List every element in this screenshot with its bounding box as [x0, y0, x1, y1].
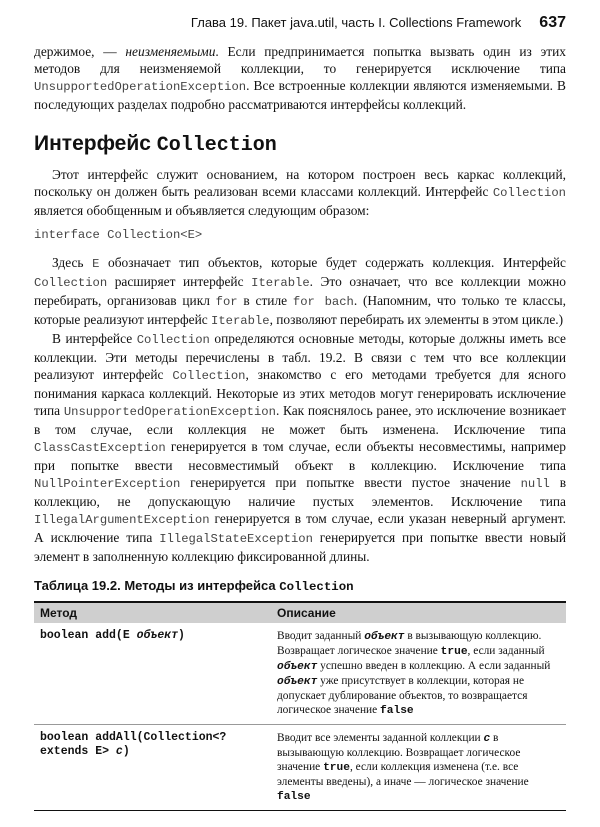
method-cell: boolean add(E объект): [40, 629, 185, 642]
table-row: [34, 725, 566, 811]
paragraph-3: В интерфейсе Collection определяются основные методы, которые должны иметь все коллекции. Эти методы перечислены в табл. 19.2. В связи с тем что все коллекции реализуют интерфейс Collection, знакомство с его методами требуется для ясного понимания каркаса коллекций. Некоторые из этих методов могут генерировать исключение типа UnsupportedOperationException. Как пояснялось ранее, это исключение возникает в том случае, если коллекция не может быть изменена. Исключение типа ClassCastException генерируется в том случае, если объекты несовместимы, например при попытке ввести несовместимый объект в коллекцию. Исключение типа NullPointerException генерируется при попытке ввести пустое значение null в коллекцию, не допускающую наличие пустых элементов. Исключение типа IllegalArgumentException генерируется в том случае, если указан неверный аргумент. А исключение типа IllegalStateException генерируется при попытке ввести новый элемент в заполненную коллекцию фиксированной длины.: [34, 331, 567, 564]
description-cell: Вводит все элементы заданной коллекции c в вызывающую коллекцию. Возвращает логическое значение true, если коллекция изменена (т.е. все элементы введены), а иначе — логическое значение false: [271, 725, 566, 811]
book-page: [34, 14, 566, 811]
column-header-description: Описание: [271, 602, 566, 623]
section-title: Интерфейс Collection: [34, 132, 277, 157]
paragraph-1: Этот интерфейс служит основанием, на котором построен весь каркас коллекций, поскольку он должен быть реализован всеми классами коллекций. Интерфейс Collection является обобщенным и объявляется следующим образом:: [34, 167, 566, 218]
running-header: [34, 14, 566, 31]
column-header-method: Метод: [34, 602, 271, 623]
intro-paragraph: держимое, — неизменяемыми. Если предпринимается попытка вызвать один из этих методов для неизменяемой коллекции, то генерируется исключение типа UnsupportedOperationException. Все встроенные коллекции являются изменяемыми. В последующих разделах подробно рассматриваются интерфейсы коллекций.: [34, 44, 566, 112]
table-row: [34, 623, 566, 725]
description-cell: Вводит заданный объект в вызывающую коллекцию. Возвращает логическое значение true, если заданный объект успешно введен в коллекцию. А если заданный объект уже присутствует в коллекции, которая не допускает дублирование объектов, то возвращается логическое значение false: [277, 630, 551, 717]
table-header-row: [34, 602, 566, 623]
paragraph-2: Здесь E обозначает тип объектов, которые будет содержать коллекция. Интерфейс Collection расширяет интерфейс Iterable. Это означает, что все коллекции можно перебирать, организовав цикл for в стиле for bach. (Напомним, что только те классы, которые реализуют интерфейс Iterable, позволяют перебирать их элементы в этом цикле.): [34, 255, 567, 328]
method-cell: boolean addAll(Collection<? extends E> c): [34, 725, 271, 811]
page-number: 637: [539, 14, 566, 31]
chapter-title: Глава 19. Пакет java.util, часть I. Collections Framework: [190, 15, 522, 30]
table-caption: Таблица 19.2. Методы из интерфейса Collection: [34, 578, 354, 594]
methods-table: [34, 601, 566, 811]
code-declaration: interface Collection<E>: [34, 228, 203, 242]
